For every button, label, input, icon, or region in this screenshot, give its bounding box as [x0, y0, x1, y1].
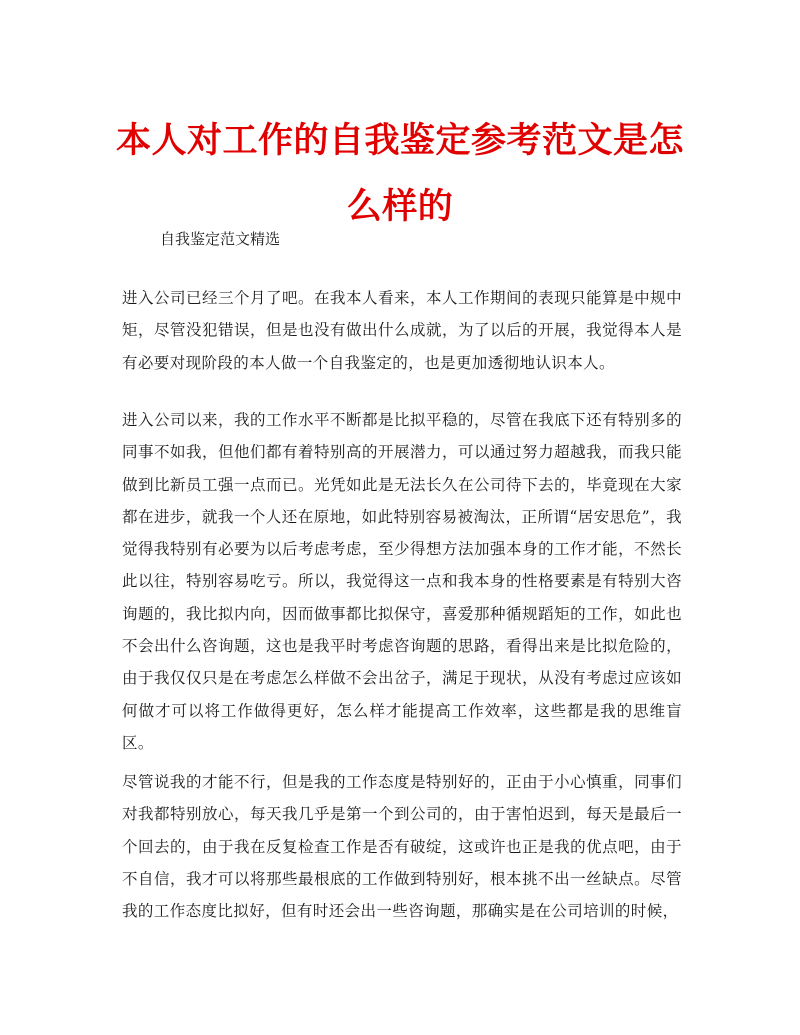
document-title: 本人对工作的自我鉴定参考范文是怎么样的 [115, 121, 684, 227]
document-subtitle: 自我鉴定范文精选 [160, 230, 281, 248]
paragraph-2: 进入公司以来，我的工作水平不断都是比拟平稳的，尽管在我底下还有特别多的同事不如我，但他们都有着特别高的开展潜力，可以通过努力超越我，而我只能做到比新员工强一点而已。光凭如此是无法长久在公司待下去的，毕竟现在大家都在进步，就我一个人还在原地，如此特别容易被淘汰，正所谓“居安思危”，我觉得我特别有必要为以后考虑考虑，至少得想方法加强本身的工作才能，不然长此以往，特别容易吃亏。所以，我觉得这一点和我本身的性格要素是有特别大咨询题的，我比拟内向，因而做事都比拟保守，喜爱那种循规蹈矩的工作，如此也不会出什么咨询题，这也是我平时考虑咨询题的思路，看得出来是比拟危险的，由于我仅仅只是在考虑怎么样做不会出岔子，满足于现状，从没有考虑过应该如何做才可以将工作做得更好，怎么样才能提高工作效率，这些都是我的思维盲区。 [122, 411, 682, 752]
paragraph-3: 尽管说我的才能不行，但是我的工作态度是特别好的，正由于小心慎重，同事们对我都特别放心，每天我几乎是第一个到公司的，由于害怕迟到，每天是最后一个回去的，由于我在反复检查工作是否有破绽，这或许也正是我的优点吧，由于不自信，我才可以将那些最根底的工作做到特别好，根本挑不出一丝缺点。尽管我的工作态度比拟好，但有时还会出一些咨询题，那确实是在公司培训的时候， [122, 773, 682, 921]
paragraph-1: 进入公司已经三个月了吧。在我本人看来，本人工作期间的表现只能算是中规中矩，尽管没犯错误，但是也没有做出什么成就，为了以后的开展，我觉得本人是有必要对现阶段的本人做一个自我鉴定的，也是更加透彻地认识本人。 [122, 289, 682, 372]
